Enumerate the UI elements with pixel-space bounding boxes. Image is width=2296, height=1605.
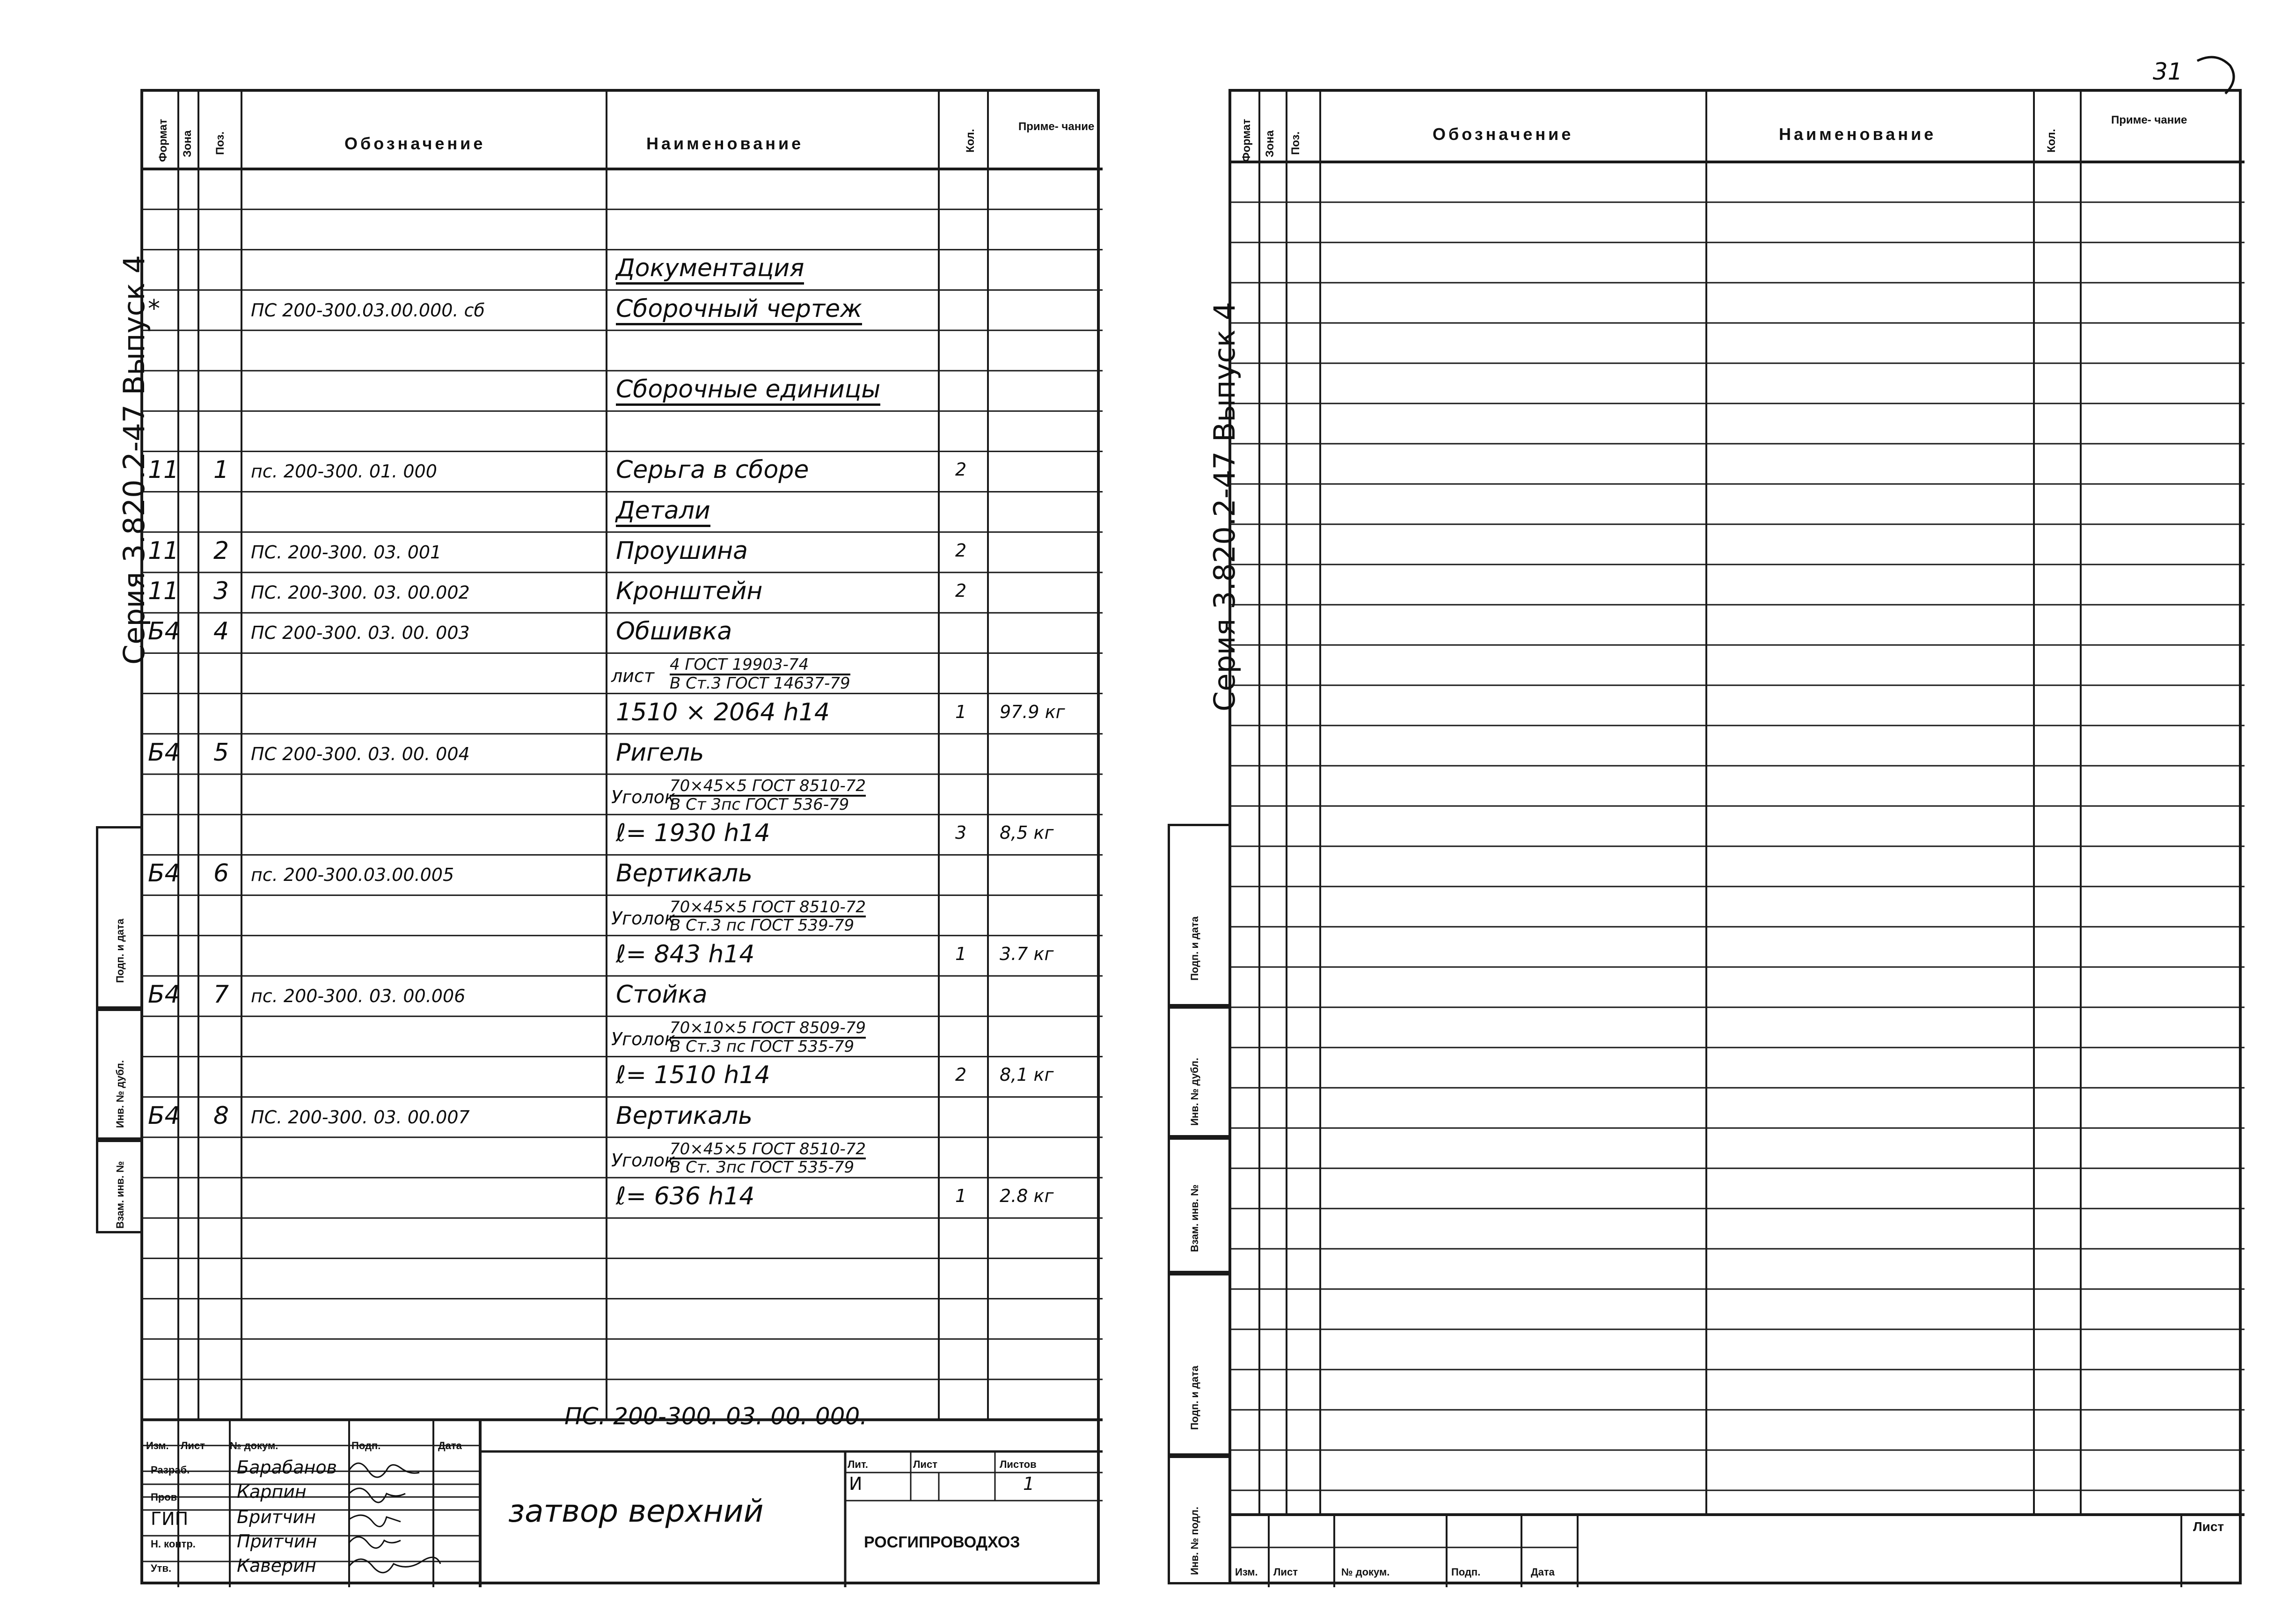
left-margin-label-2: Взам. инв. №	[114, 1161, 126, 1229]
left-margin-dup	[96, 1009, 140, 1140]
row-format: Б4	[148, 1101, 180, 1130]
row-note: 97.9 кг	[1000, 701, 1065, 722]
row-name: Вертикаль	[616, 859, 753, 888]
row-pos: 5	[213, 738, 229, 767]
row-qty: 2	[955, 540, 967, 561]
row-designation: пс. 200-300. 01. 000	[251, 461, 437, 482]
row-name: ℓ= 1510 h14	[616, 1061, 770, 1090]
row-designation: пс. 200-300.03.00.005	[251, 865, 454, 886]
row-material-fraction	[670, 1020, 866, 1055]
role-developer: Разраб.	[151, 1464, 190, 1476]
row-note: 8,1 кг	[1000, 1064, 1054, 1085]
row-pos: 6	[213, 859, 229, 888]
row-pos: 4	[213, 617, 229, 646]
r-header-pos: Поз.	[1289, 131, 1302, 155]
row-qty: 1	[955, 1186, 967, 1206]
left-margin-sign-date	[96, 826, 140, 1009]
right-margin-4	[1168, 1456, 1228, 1584]
row-name: ℓ= 636 h14	[616, 1182, 755, 1210]
row-material-fraction	[670, 899, 866, 934]
r-header-designation: Обозначение	[1433, 125, 1574, 144]
row-material-prefix: Уголок	[611, 787, 675, 807]
row-name: Сборочные единицы	[616, 377, 880, 406]
role-checker: Пров.	[151, 1491, 180, 1503]
fraction-bottom: В Ст.3 ГОСТ 14637-79	[670, 674, 850, 693]
tb-col-sign: Подп.	[351, 1440, 381, 1451]
row-designation: ПС 200-300. 03. 00. 004	[251, 743, 470, 764]
row-qty: 2	[955, 1064, 967, 1085]
row-material-prefix: Уголок	[611, 1029, 675, 1050]
row-note: 2.8 кг	[1000, 1186, 1054, 1206]
r-footer-date: Дата	[1531, 1566, 1555, 1578]
organization: РОСГИПРОВОДХОЗ	[864, 1533, 1020, 1551]
row-format: Б4	[148, 981, 180, 1009]
name-norm-control: Притчин	[237, 1531, 317, 1552]
sheets-value: 1	[1023, 1473, 1035, 1494]
name-developer: Барабанов	[237, 1457, 337, 1478]
row-pos: 2	[213, 536, 229, 565]
row-name: Стойка	[616, 981, 708, 1009]
r-footer-doc: № докум.	[1341, 1566, 1390, 1578]
row-name: ℓ= 843 h14	[616, 940, 755, 968]
signature-checker	[349, 1488, 405, 1502]
right-margin-1	[1168, 1006, 1228, 1137]
row-qty: 1	[955, 943, 967, 964]
spec-sheet-left	[140, 89, 1100, 1584]
product-name: затвор верхний	[508, 1493, 764, 1529]
right-margin-label-2: Взам. инв. №	[1189, 1184, 1200, 1252]
row-qty: 1	[955, 701, 967, 722]
row-designation: ПС. 200-300. 03. 00.002	[251, 582, 470, 603]
signature-norm-control	[349, 1537, 401, 1548]
row-format: Б4	[148, 738, 180, 767]
signature-developer	[349, 1463, 419, 1477]
r-footer-sign: Подп.	[1451, 1566, 1481, 1578]
right-series-caption: Серия 3.820.2-47 Выпуск 4	[1207, 301, 1242, 711]
right-margin-2	[1168, 1137, 1228, 1273]
row-designation: пс. 200-300. 03. 00.006	[251, 986, 466, 1006]
row-name: Документация	[616, 256, 804, 285]
signature-chief-engineer	[349, 1515, 401, 1526]
page-corner-mark	[2193, 51, 2244, 103]
right-margin-3	[1168, 1273, 1228, 1456]
fraction-bottom: В Ст.3 пс ГОСТ 535-79	[670, 1037, 855, 1056]
fraction-top: 70×45×5 ГОСТ 8510-72	[670, 778, 866, 797]
header-pos: Поз.	[214, 131, 227, 155]
row-note: 3.7 кг	[1000, 943, 1054, 964]
row-format: 11	[148, 456, 179, 484]
name-chief-engineer: Бритчин	[237, 1507, 316, 1527]
fraction-bottom: В Ст.3 пс ГОСТ 539-79	[670, 916, 855, 935]
row-material-prefix: Уголок	[611, 1150, 675, 1171]
right-grid-lines	[1231, 92, 2245, 1587]
r-footer-sheet-label: Лист	[2193, 1519, 2224, 1534]
row-pos: 1	[213, 456, 229, 484]
row-note: 8,5 кг	[1000, 822, 1054, 843]
row-format: 11	[148, 536, 179, 565]
r-header-format: Формат	[1240, 118, 1253, 162]
row-qty: 3	[955, 822, 967, 843]
tb-col-doc: № докум.	[230, 1440, 278, 1451]
signatures	[344, 1456, 457, 1583]
left-margin-replace	[96, 1140, 140, 1233]
left-margin-label-0: Подп. и дата	[114, 918, 126, 983]
r-header-name: Наименование	[1779, 125, 1937, 144]
row-name: Детали	[616, 498, 710, 527]
row-format: Б4	[148, 859, 180, 888]
row-format: *	[148, 294, 160, 323]
role-chief-engineer: ГИП	[151, 1509, 189, 1529]
header-note: Приме- чание	[1018, 120, 1095, 133]
row-qty: 2	[955, 459, 967, 480]
lit-value: И	[849, 1473, 863, 1494]
tb-col-izm: Изм.	[146, 1440, 169, 1451]
right-margin-0	[1168, 824, 1228, 1006]
fraction-bottom: В Ст. 3пс ГОСТ 535-79	[670, 1158, 855, 1177]
name-approver: Каверин	[237, 1555, 316, 1576]
row-name: Обшивка	[616, 617, 732, 646]
r-footer-list: Лист	[1273, 1566, 1298, 1578]
role-norm-control: Н. контр.	[151, 1538, 196, 1550]
row-name: Ригель	[616, 738, 704, 767]
row-material-prefix: Уголок	[611, 908, 675, 929]
row-designation: ПС. 200-300. 03. 001	[251, 542, 442, 563]
right-margin-label-4: Инв. № подл.	[1189, 1507, 1200, 1575]
right-margin-label-1: Инв. № дубл.	[1189, 1057, 1200, 1126]
fraction-top: 70×45×5 ГОСТ 8510-72	[670, 899, 866, 918]
row-format: Б4	[148, 617, 180, 646]
r-header-zone: Зона	[1264, 130, 1276, 157]
fraction-top: 70×45×5 ГОСТ 8510-72	[670, 1141, 866, 1160]
row-material-fraction	[670, 778, 866, 813]
header-name: Наименование	[646, 134, 804, 153]
row-name: Вертикаль	[616, 1101, 753, 1130]
row-material-prefix: лист	[611, 666, 655, 687]
row-material-fraction	[670, 657, 850, 692]
row-name: Серьга в сборе	[616, 456, 809, 484]
row-name: Сборочный чертеж	[616, 297, 862, 325]
right-margin-label-0: Подп. и дата	[1189, 916, 1200, 981]
row-name: 1510 × 2064 h14	[616, 698, 830, 726]
fraction-top: 70×10×5 ГОСТ 8509-79	[670, 1020, 866, 1039]
fraction-top: 4 ГОСТ 19903-74	[670, 657, 850, 675]
row-qty: 2	[955, 580, 967, 601]
tb-col-date: Дата	[438, 1440, 462, 1451]
r-footer-izm: Изм.	[1235, 1566, 1258, 1578]
signature-approver	[349, 1557, 440, 1573]
row-pos: 7	[213, 981, 229, 1009]
right-margin-label-3: Подп. и дата	[1189, 1365, 1200, 1430]
row-designation: ПС 200-300. 03. 00. 003	[251, 623, 470, 644]
row-name: Кронштейн	[616, 577, 763, 605]
row-name: ℓ= 1930 h14	[616, 819, 770, 848]
role-approver: Утв.	[151, 1562, 172, 1574]
r-header-qty: Кол.	[2045, 129, 2058, 153]
row-material-fraction	[670, 1141, 866, 1176]
lit-label: Лит.	[848, 1458, 868, 1470]
header-zone: Зона	[181, 130, 194, 157]
left-series-caption: Серия 3.820.2-47 Выпуск 4	[117, 255, 151, 665]
row-pos: 8	[213, 1101, 229, 1130]
header-format: Формат	[157, 118, 169, 162]
row-format: 11	[148, 577, 179, 605]
page-number: 31	[2153, 58, 2183, 85]
doc-code: ПС. 200-300. 03. 00. 000.	[564, 1403, 868, 1430]
left-margin-label-1: Инв. № дубл.	[114, 1060, 126, 1128]
fraction-bottom: В Ст 3пс ГОСТ 536-79	[670, 795, 849, 814]
row-pos: 3	[213, 577, 229, 605]
name-checker: Карпин	[237, 1481, 307, 1502]
sheet-label: Лист	[913, 1458, 937, 1470]
header-designation: Обозначение	[344, 134, 486, 153]
row-designation: ПС. 200-300. 03. 00.007	[251, 1107, 470, 1128]
header-qty: Кол.	[964, 129, 977, 153]
r-header-note: Приме- чание	[2111, 114, 2187, 126]
tb-col-list: Лист	[181, 1440, 205, 1451]
row-designation: ПС 200-300.03.00.000. сб	[251, 300, 485, 321]
spec-sheet-right	[1228, 89, 2242, 1584]
row-name: Проушина	[616, 536, 748, 565]
sheets-label: Листов	[1000, 1458, 1037, 1470]
